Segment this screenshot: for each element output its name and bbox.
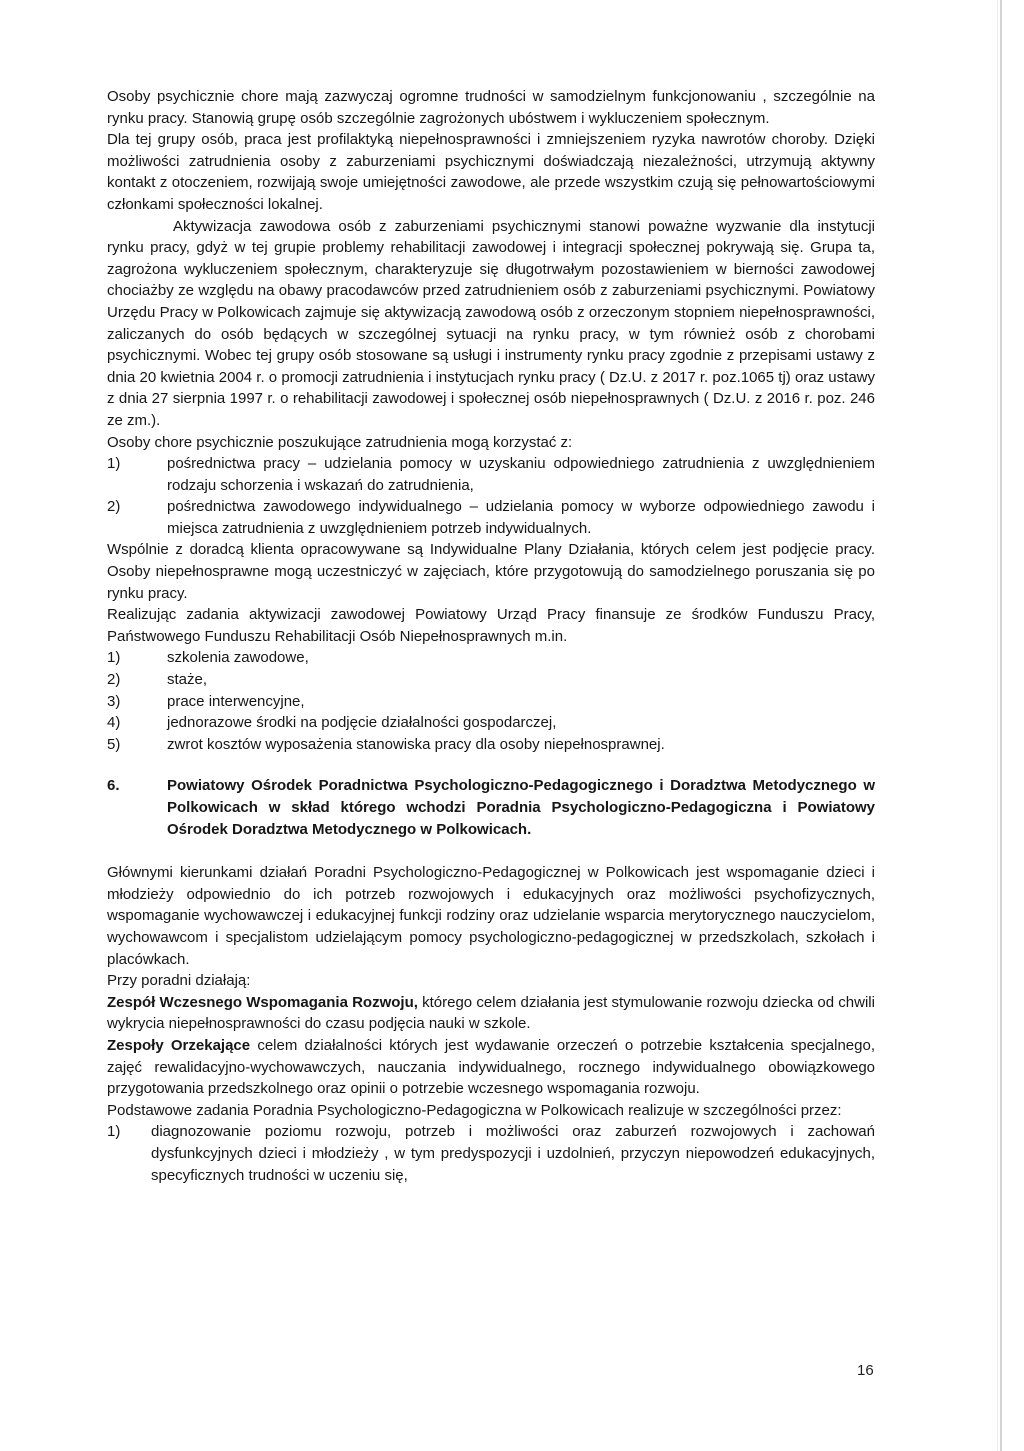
paragraph-rest: celem działalności których jest wydawanie orzeczeń o potrzebie kształcenia specjalnego, zajęć rewalidacyjno-wychowawczych, nauczania indywidualnego, rocznego indywidualnego obowiązkowego przygotowania przedszkolnego oraz opinii o potrzebie wczesnego wspomagania rozwoju. (107, 1036, 875, 1098)
list-item-text: diagnozowanie poziomu rozwoju, potrzeb i możliwości oraz zaburzeń rozwojowych i zachowań dysfunkcyjnych dzieci i młodzieży , w tym predyspozycji i uzdolnień, przyczyn niepowodzeń edukacyjnych, specyficznych trudności w uczeniu się, (151, 1123, 875, 1184)
paragraph: Osoby psychicznie chore mają zazwyczaj ogromne trudności w samodzielnym funkcjonowaniu , szczególnie na rynku pracy. Stanowią grupę osób szczególnie zagrożonych ubóstwem i wykluczeniem społecznym. (107, 88, 875, 127)
list-item (107, 496, 875, 539)
list-item-text: prace interwencyjne, (167, 692, 305, 710)
paragraph (107, 992, 875, 1035)
list-item-number: 3) (107, 692, 121, 710)
list-item-text: staże, (167, 671, 208, 689)
paragraph: Podstawowe zadania Poradnia Psychologiczno-Pedagogiczna w Polkowicach realizuje w szczególności przez: (107, 1101, 842, 1119)
list-item-number: 4) (107, 714, 121, 732)
section-number: 6. (107, 777, 120, 795)
paragraph: Aktywizacja zawodowa osób z zaburzeniami psychicznymi stanowi poważne wyzwanie dla instytucji rynku pracy, gdyż w tej grupie problemy rehabilitacji zawodowej i integracji społecznej pokrywają się. Grupa ta, zagrożona wykluczeniem społecznym, charakteryzuje się długotrwałym pozostawieniem w bierności zawodowej chociażby ze względu na obawy pracodawców przed zatrudnieniem osób z zaburzeniami psychicznymi. Powiatowy Urzędu Pracy w Polkowicach zajmuje się aktywizacją zawodową osób z orzeczonym stopniem niepełnosprawności, zaliczanych do osób będących w szczególnej sytuacji na rynku pracy, w tym również osób z chorobami psychicznymi. Wobec tej grupy osób stosowane są usługi i instrumenty rynku pracy zgodnie z przepisami ustawy z dnia 20 kwietnia 2004 r. o promocji zatrudnienia i instytucjach rynku pracy ( Dz.U. z 2017 r. poz.1065 tj) oraz ustawy z dnia 27 sierpnia 1997 r. o rehabilitacji zawodowej i społecznej osób niepełnosprawnych ( Dz.U. z 2016 r. poz. 246 ze zm.). (107, 217, 875, 429)
paragraph-rest: którego celem działania jest stymulowanie rozwoju dziecka od chwili wykrycia niepełnosprawności do czasu podjęcia nauki w szkole. (107, 993, 875, 1033)
list-item (107, 669, 875, 691)
list-item-number: 5) (107, 735, 121, 753)
bold-term: Zespół Wczesnego Wspomagania Rozwoju, (107, 993, 418, 1011)
list-item-text: szkolenia zawodowe, (167, 649, 309, 667)
paragraph (107, 1035, 875, 1100)
scan-edge-line (1000, 0, 1002, 1451)
list-employment-forms (107, 453, 875, 539)
list-item (107, 712, 875, 734)
list-item-number: 2) (107, 498, 121, 516)
list-tasks (107, 1121, 875, 1186)
list-item (107, 691, 875, 713)
list-item-text: pośrednictwa pracy – udzielania pomocy w uzyskaniu odpowiedniego zatrudnienia z uwzględnieniem rodzaju schorzenia i wskazań do zatrudnienia, (167, 455, 875, 494)
list-funding (107, 647, 875, 755)
list-item (107, 1121, 875, 1186)
spacer (107, 840, 875, 862)
paragraph: Dla tej grupy osób, praca jest profilaktyką niepełnosprawności i zmniejszeniem ryzyka nawrotów choroby. Dzięki możliwości zatrudnienia osoby z zaburzeniami psychicznymi doświadczają niezależności, utrzymują aktywny kontakt z otoczeniem, rozwijają swoje umiejętności zawodowe, ale przede wszystkim czują się pełnowartościowymi członkami społeczności lokalnej. (107, 131, 875, 213)
list-item-number: 2) (107, 671, 121, 689)
paragraph: Przy poradni działają: (107, 972, 251, 990)
paragraph: Wspólnie z doradcą klienta opracowywane są Indywidualne Plany Działania, których celem jest podjęcie pracy. Osoby niepełnosprawne mogą uczestniczyć w zajęciach, które przygotowują do samodzielnego poruszania się po rynku pracy. (107, 541, 875, 602)
page-number: 16 (857, 1362, 874, 1379)
list-item-number: 1) (107, 455, 121, 473)
section-heading (107, 775, 875, 840)
list-item-text: zwrot kosztów wyposażenia stanowiska pracy dla osoby niepełnosprawnej. (167, 735, 665, 753)
paragraph: Osoby chore psychicznie poszukujące zatrudnienia mogą korzystać z: (107, 433, 573, 451)
section-title: Powiatowy Ośrodek Poradnictwa Psychologiczno-Pedagogicznego i Doradztwa Metodycznego w Polkowicach w skład którego wchodzi Poradnia Psychologiczno-Pedagogiczna i Powiatowy Ośrodek Doradztwa Metodycznego w Polkowicach. (167, 777, 875, 838)
list-item (107, 734, 875, 756)
bold-term: Zespoły Orzekające (107, 1036, 251, 1054)
paragraph: Realizując zadania aktywizacji zawodowej Powiatowy Urząd Pracy finansuje ze środków Funduszu Pracy, Państwowego Funduszu Rehabilitacji Osób Niepełnosprawnych m.in. (107, 606, 875, 645)
body-text (107, 86, 875, 1186)
list-item (107, 647, 875, 669)
list-item-text: pośrednictwa zawodowego indywidualnego – udzielania pomocy w wyborze odpowiedniego zawodu i miejsca zatrudnienia z uwzględnieniem potrzeb indywidualnych. (167, 498, 875, 537)
list-item-text: jednorazowe środki na podjęcie działalności gospodarczej, (167, 714, 557, 732)
scan-edge-line (997, 0, 998, 1451)
list-item-number: 1) (107, 649, 121, 667)
paragraph: Głównymi kierunkami działań Poradni Psychologiczno-Pedagogicznej w Polkowicach jest wspomaganie dzieci i młodzieży odpowiednio do ich potrzeb rozwojowych i edukacyjnych oraz możliwości psychofizycznych, wspomaganie wychowawczej i edukacyjnej funkcji rodziny oraz udzielanie wsparcia merytorycznego nauczycielom, wychowawcom i specjalistom udzielającym pomocy psychologiczno-pedagogicznej w przedszkolach, szkołach i placówkach. (107, 864, 875, 968)
list-item (107, 453, 875, 496)
list-item-number: 1) (107, 1123, 121, 1141)
